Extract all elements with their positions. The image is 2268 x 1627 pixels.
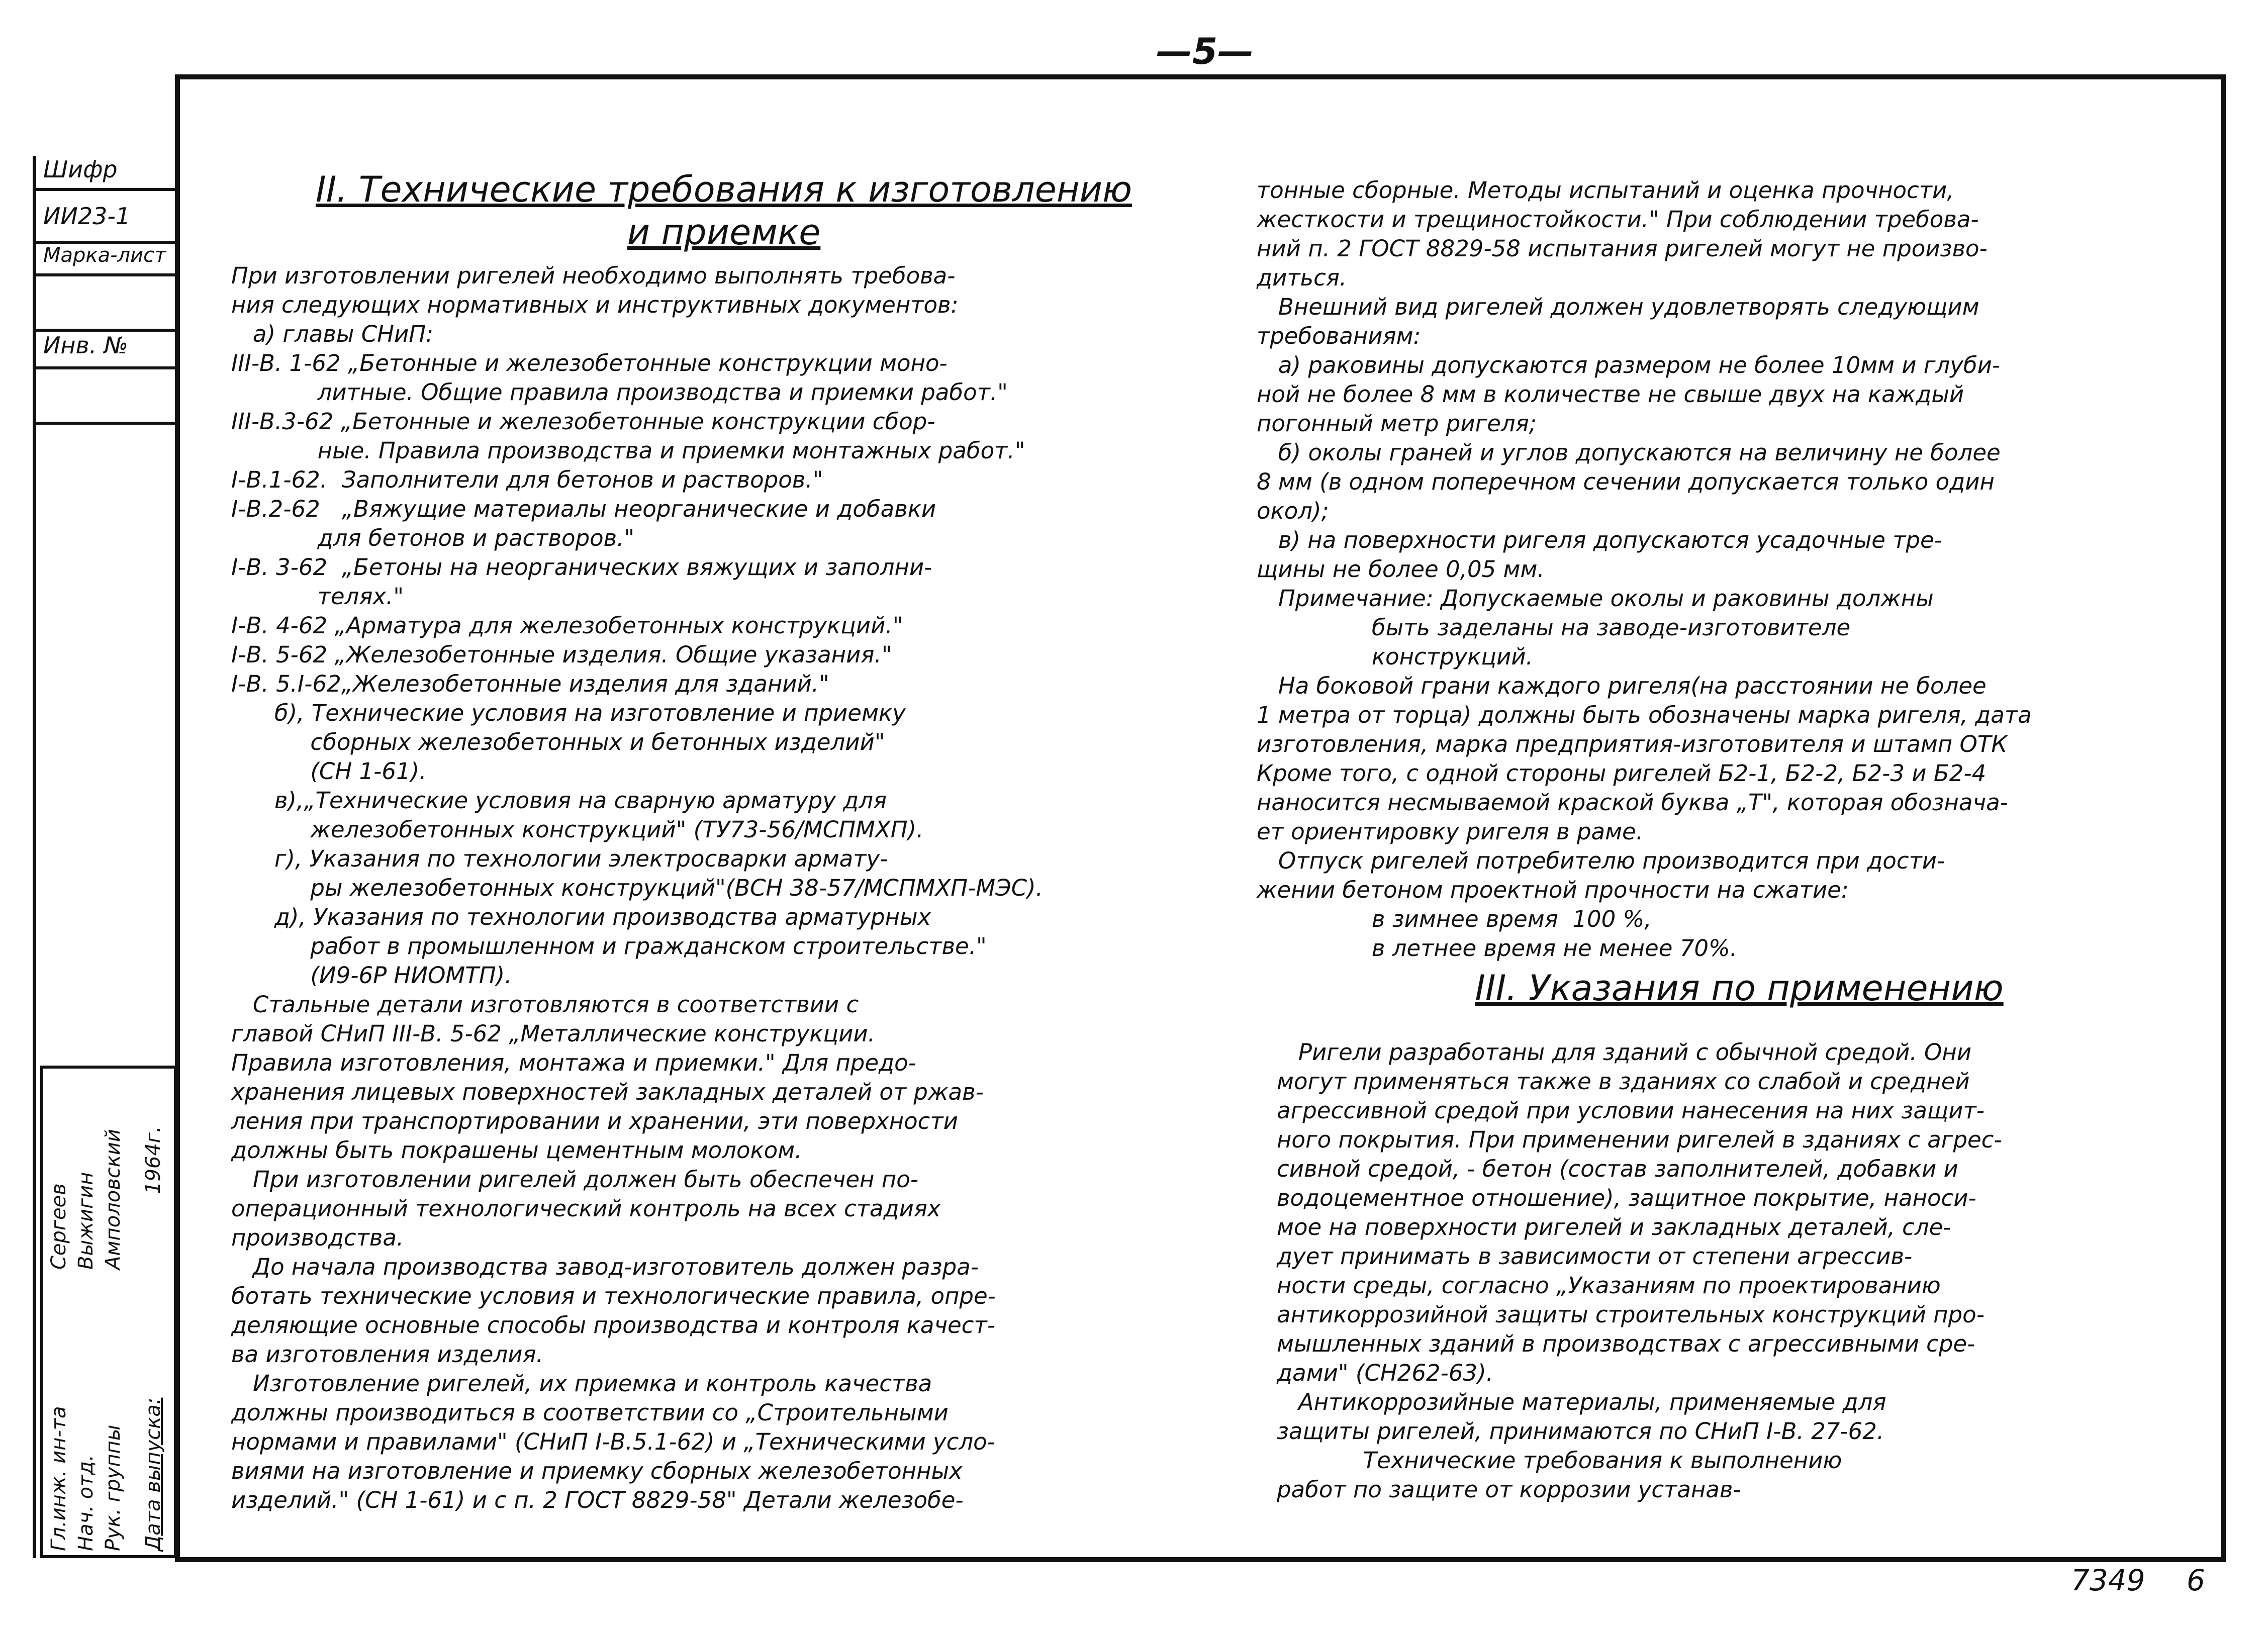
- issue-year: 1964г.: [142, 1126, 165, 1194]
- issue-date-label: Дата выпуска:: [142, 1397, 165, 1551]
- role-group-lead: Рук. группы: [102, 1424, 125, 1551]
- section-3-heading: III. Указания по применению: [1475, 968, 2004, 1009]
- signer-name-3: Амполовский: [102, 1129, 125, 1270]
- role-chief-engineer: Гл.инж. ин-та: [47, 1406, 70, 1551]
- signer-name-2: Выжигин: [74, 1172, 98, 1270]
- signer-name-1: Сергеев: [47, 1183, 70, 1270]
- document-number: 7349: [2071, 1563, 2145, 1597]
- stamp-inventory-value: [36, 369, 178, 425]
- page-number: —5—: [1156, 30, 1254, 72]
- section-2-heading: II. Технические требования к изготовлению и приемке: [315, 169, 1132, 253]
- section-3-body: Ригели разработаны для зданий с обычной средой. Они могут применяться также в зданиях со слабой и средней агрессивной средой при условии нанесения на них защит- ного покрытия. При применении ригелей в зданиях с агрес- сивной средой, - бетон (состав заполнителей, добавки и водоцементное отношение), защитное покрытие, наноси- мое на поверхности ригелей и закладных деталей, сле- дует принимать в зависимости от степени агрессив- ности среды, согласно „Указаниям по проектированию антикоррозийной защиты строительных конструкций про- мышленных зданий в производствах с агрессивными сре- дами" (СН262-63). Антикоррозийные материалы, применяемые для защиты ригелей, принимаются по СНиП I-В. 27-62. Технические требования к выполнению работ по защите от коррозии устанав-: [1277, 1039, 2002, 1503]
- role-department-head: Нач. отд.: [74, 1455, 98, 1551]
- stamp-sheet-value: [36, 276, 178, 332]
- stamp-code-label: Шифр: [36, 156, 178, 191]
- stamp-sheet-label: Марка-лист: [36, 244, 178, 276]
- stamp-inventory-label: Инв. №: [36, 332, 178, 369]
- right-column-body-top: тонные сборные. Методы испытаний и оценка прочности, жесткости и трещиностойкости." При соблюдении требова- ний п. 2 ГОСТ 8829-58 испытания ригелей могут не произво- диться. Внешний вид ригелей должен удовлетворять следующим требованиям: а) раковины допускаются размером не более 10мм и глуби- ной не более 8 мм в количестве не свыше двух на каждый погонный метр ригеля; б) околы граней и углов допускаются на величину не более 8 мм (в одном поперечном сечении допускается только один окол); в) на поверхности ригеля допускаются усадочные тре- щины не более 0,05 мм. Примечание: Допускаемые околы и раковины должны быть заделаны на заводе-изготовителе конструкций. На боковой грани каждого ригеля(на расстоянии не более 1 метра от торца) должны быть обозначены марка ригеля, дата изготовления, марка предприятия-изготовителя и штамп ОТК Кроме того, с одной стороны ригелей Б2-1, Б2-2, Б2-3 и Б2-4 наносится несмываемой краской буква „Т", которая обознача- ет ориентировку ригеля в раме. Отпуск ригелей потребителю производится при дости- жении бетоном проектной прочности на сжатие: в зимнее время 100 %, в летнее время не менее 70%.: [1257, 177, 2032, 962]
- approval-block: [40, 1066, 177, 1558]
- stamp-code-value: ИИ23-1: [36, 191, 178, 244]
- sheet-number: 6: [2187, 1563, 2205, 1597]
- section-2-body: При изготовлении ригелей необходимо выполнять требова- ния следующих нормативных и инструктивных документов: а) главы СНиП: III-В. 1-62 „Бетонные и железобетонные конструкции моно- литные. Общие правила производства и приемки работ." III-В.3-62 „Бетонные и железобетонные конструкции сбор- ные. Правила производства и приемки монтажных работ." I-В.1-62. Заполнители для бетонов и растворов." I-В.2-62 „Вяжущие материалы неорганические и добавки для бетонов и растворов." I-В. 3-62 „Бетоны на неорганических вяжущих и заполни- телях." I-В. 4-62 „Арматура для железобетонных конструкций." I-В. 5-62 „Железобетонные изделия. Общие указания." I-В. 5.I-62„Железобетонные изделия для зданий." б), Технические условия на изготовление и приемку сборных железобетонных и бетонных изделий" (СН 1-61). в),„Технические условия на сварную арматуру для железобетонных конструкций" (ТУ73-56/МСПМХП). г), Указания по технологии электросварки армату- ры железобетонных конструкций"(ВСН 38-57/МСПМХП-МЭС). д), Указания по технологии производства арматурных работ в промышленном и гражданском строительстве." (И9-6Р НИОМТП). Стальные детали изготовляются в соответствии с главой СНиП III-В. 5-62 „Металлические конструкции. Правила изготовления, монтажа и приемки." Для предо- хранения лицевых поверхностей закладных деталей от ржав- ления при транспортировании и хранении, эти поверхности должны быть покрашены цементным молоком. При изготовлении ригелей должен быть обеспечен по- операционный технологический контроль на всех стадиях производства. До начала производства завод-изготовитель должен разра- ботать технические условия и технологические правила, опре- деляющие основные способы производства и контроля качест- ва изготовления изделия. Изготовление ригелей, их приемка и контроль качества должны производиться в соответствии со „Строительными нормами и правилами" (СНиП I-В.5.1-62) и „Техническими усло- виями на изготовление и приемку сборных железобетонных изделий." (СН 1-61) и с п. 2 ГОСТ 8829-58" Детали железобе-: [231, 262, 1043, 1513]
